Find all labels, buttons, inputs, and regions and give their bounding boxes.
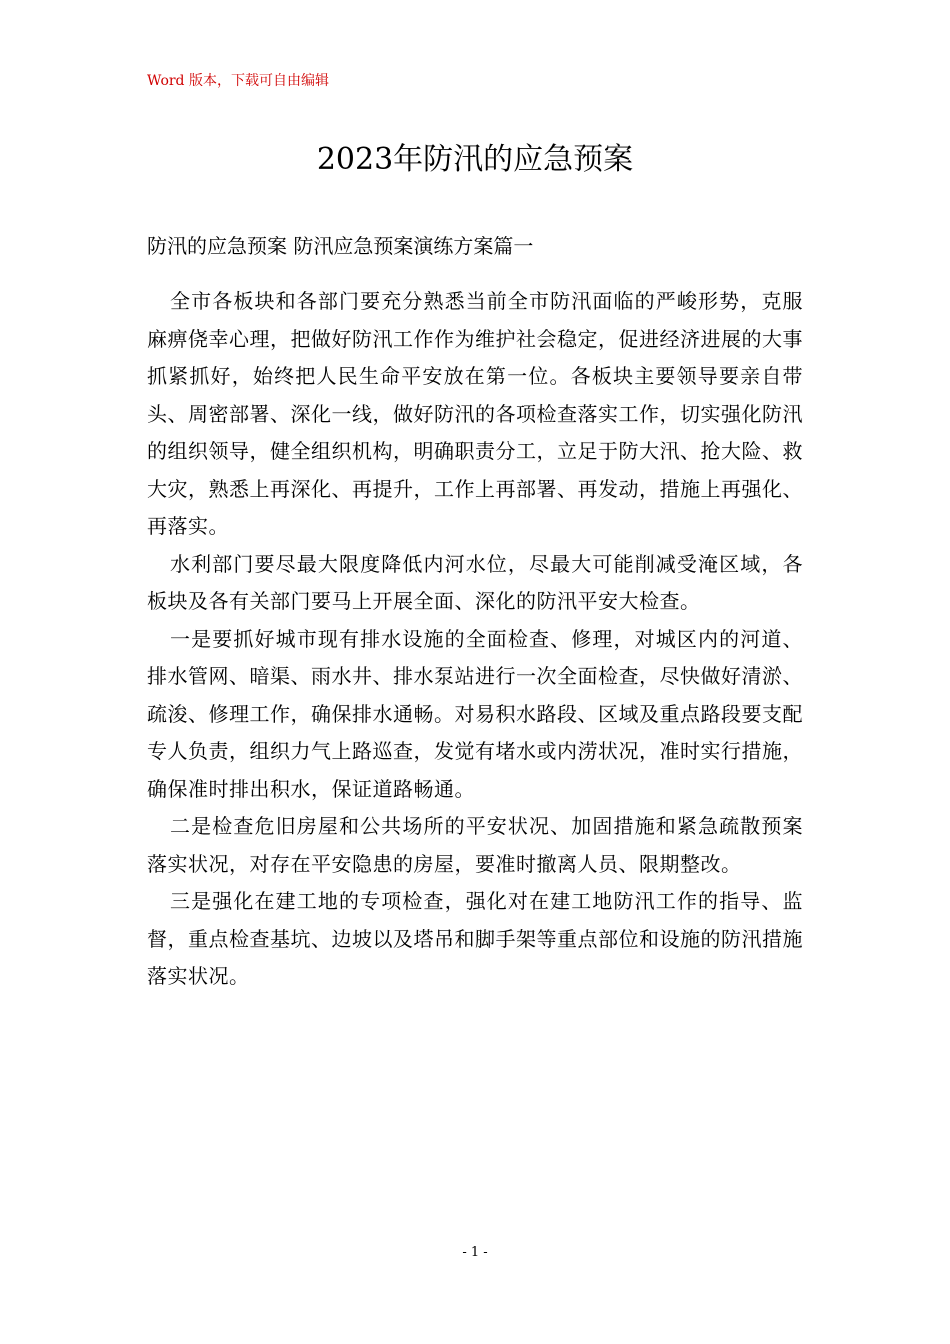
section-heading: 防汛的应急预案 防汛应急预案演练方案篇一 [147,234,534,258]
paragraph: 一是要抓好城市现有排水设施的全面检查、修理，对城区内的河道、排水管网、暗渠、雨水井、排水泵站进行一次全面检查，尽快做好清淤、疏浚、修理工作，确保排水通畅。对易积水路段、区域及重点路段要支配专人负责，组织力气上路巡查，发觉有堵水或内涝状况，准时实行措施，确保准时排出积水，保证道路畅通。 [147,626,803,801]
paragraph: 二是检查危旧房屋和公共场所的平安状况、加固措施和紧急疏散预案落实状况，对存在平安隐患的房屋，要准时撤离人员、限期整改。 [147,814,803,876]
document-body [147,283,803,996]
paragraph: 全市各板块和各部门要充分熟悉当前全市防汛面临的严峻形势，克服麻痹侥幸心理，把做好防汛工作作为维护社会稳定，促进经济进展的大事抓紧抓好，始终把人民生命平安放在第一位。各板块主要领导要亲自带头、周密部署、深化一线，做好防汛的各项检查落实工作，切实强化防汛的组织领导，健全组织机构，明确职责分工，立足于防大汛、抢大险、救大灾，熟悉上再深化、再提升，工作上再部署、再发动，措施上再强化、再落实。 [147,289,803,538]
page-title: 2023年防汛的应急预案 [316,142,634,177]
paragraph: 三是强化在建工地的专项检查，强化对在建工地防汛工作的指导、监督，重点检查基坑、边坡以及塔吊和脚手架等重点部位和设施的防汛措施落实状况。 [147,889,803,988]
header-note: Word 版本，下载可自由编辑 [147,73,329,89]
page-number: - 1 - [462,1245,488,1260]
paragraph: 水利部门要尽最大限度降低内河水位，尽最大可能削减受淹区域，各板块及各有关部门要马上开展全面、深化的防汛平安大检查。 [147,551,803,613]
